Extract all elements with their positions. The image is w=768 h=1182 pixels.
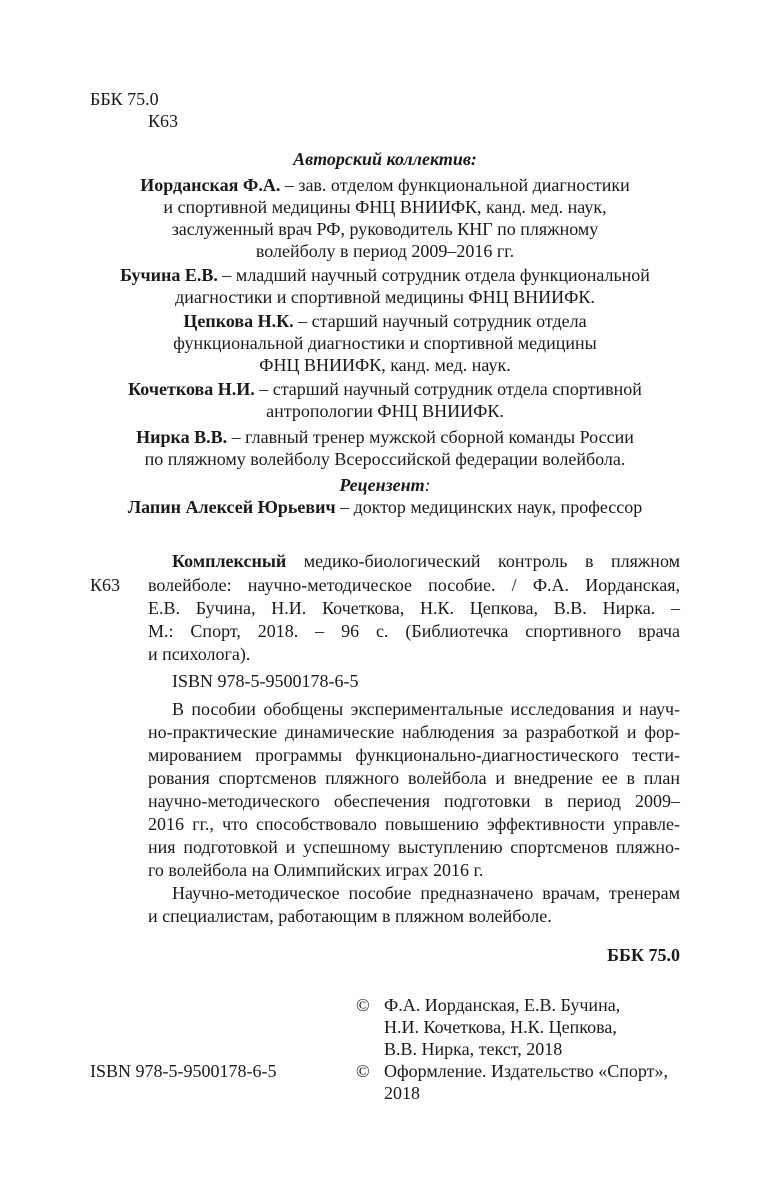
annotation-line: и специалистам, работающим в пляжном волейболе.	[148, 906, 552, 926]
copyright-line: Н.И. Кочеткова, Н.К. Цепкова,	[384, 1017, 617, 1037]
annotation-line: рования спортсменов пляжного волейбола и внедрение ее в план	[148, 768, 680, 788]
author-desc-line: – зав. отделом функциональной диагностики	[284, 175, 630, 195]
biblio-sign: К63	[90, 575, 121, 595]
reviewer-colon: :	[424, 475, 431, 495]
annotation-line: 2016 гг., что способствовало повышению эффективности управле-	[148, 814, 680, 834]
biblio-title-bold: Комплексный	[172, 551, 287, 571]
author-name: Цепкова Н.К.	[183, 311, 294, 331]
copyright-line: 2018	[384, 1083, 420, 1103]
annotation-line: ния подготовкой и успешному выступлению спортсменов пляжно-	[148, 837, 680, 857]
copyright-line: Оформление. Издательство «Спорт»,	[384, 1061, 669, 1081]
biblio-line: М.: Спорт, 2018. – 96 с. (Библиотечка спортивного врача	[148, 621, 680, 641]
author-desc-line: по пляжному волейболу Всероссийской федерации волейбола.	[144, 449, 626, 469]
author-name: Иорданская Ф.А.	[140, 175, 281, 195]
author-entry	[90, 174, 680, 196]
author-desc-line: – младший научный сотрудник отдела функциональной	[222, 265, 650, 285]
annotation-line: Научно-методическое пособие предназначено врачам, тренерам	[172, 883, 680, 903]
author-entry	[90, 264, 680, 286]
author-entry	[90, 310, 680, 332]
author-desc-line: ФНЦ ВНИИФК, канд. мед. наук.	[259, 355, 511, 375]
annotation-line: го волейбола на Олимпийских играх 2016 г.	[148, 860, 484, 880]
annotation-line: научно-методического обеспечения подготовки в период 2009–	[148, 791, 680, 811]
author-entry	[90, 378, 680, 400]
author-desc-line: волейболу в период 2009–2016 гг.	[255, 241, 515, 261]
author-desc-line: заслуженный врач РФ, руководитель КНГ по пляжному	[171, 219, 599, 239]
author-sign: К63	[148, 111, 179, 131]
author-desc-line: функциональной диагностики и спортивной медицины	[173, 333, 597, 353]
reviewer-desc: – доктор медицинских наук, профессор	[340, 497, 643, 517]
reviewer-name: Лапин Алексей Юрьевич	[127, 497, 336, 517]
copyright-symbol: ©	[356, 1061, 370, 1081]
copyright-symbol: ©	[356, 995, 370, 1015]
isbn-bottom: ISBN 978-5-9500178-6-5	[90, 1061, 277, 1081]
author-desc-line: – главный тренер мужской сборной команды России	[231, 427, 634, 447]
biblio-line: и психолога).	[148, 644, 251, 664]
bbk-code: ББК 75.0	[90, 89, 159, 109]
reviewer-heading-line	[90, 474, 680, 496]
author-desc-line: – старший научный сотрудник отдела	[298, 311, 587, 331]
author-name: Нирка В.В.	[136, 427, 228, 447]
biblio-line: Е.В. Бучина, Н.И. Кочеткова, Н.К. Цепкова, В.В. Нирка. –	[148, 598, 680, 618]
author-desc-line: – старший научный сотрудник отдела спортивной	[259, 379, 642, 399]
author-desc-line: антропологии ФНЦ ВНИИФК.	[266, 401, 504, 421]
annotation-line: В пособии обобщены экспериментальные исследования и науч-	[172, 699, 680, 719]
reviewer-heading: Рецензент	[339, 475, 425, 495]
copyright-line: В.В. Нирка, текст, 2018	[384, 1039, 563, 1059]
annotation-line: мированием программы функционально-диагностического тести-	[148, 745, 680, 765]
author-entry	[90, 426, 680, 448]
biblio-line: Комплексный медико-биологический контроль в пляжном	[172, 551, 680, 571]
authors-heading: Авторский коллектив:	[293, 149, 477, 169]
biblio-isbn: ISBN 978-5-9500178-6-5	[172, 671, 359, 691]
author-desc-line: и спортивной медицины ФНЦ ВНИИФК, канд. мед. наук,	[163, 197, 607, 217]
author-name: Кочеткова Н.И.	[128, 379, 255, 399]
author-desc-line: диагностики и спортивной медицины ФНЦ ВНИИФК.	[175, 287, 595, 307]
author-name: Бучина Е.В.	[120, 265, 218, 285]
reviewer-entry	[90, 496, 680, 518]
biblio-line: волейболе: научно-методическое пособие. / Ф.А. Иорданская,	[148, 575, 680, 595]
annotation-line: но-практические динамические наблюдения за разработкой и фор-	[148, 722, 680, 742]
bbk-bottom: ББК 75.0	[607, 945, 680, 965]
copyright-line: Ф.А. Иорданская, Е.В. Бучина,	[384, 995, 621, 1015]
